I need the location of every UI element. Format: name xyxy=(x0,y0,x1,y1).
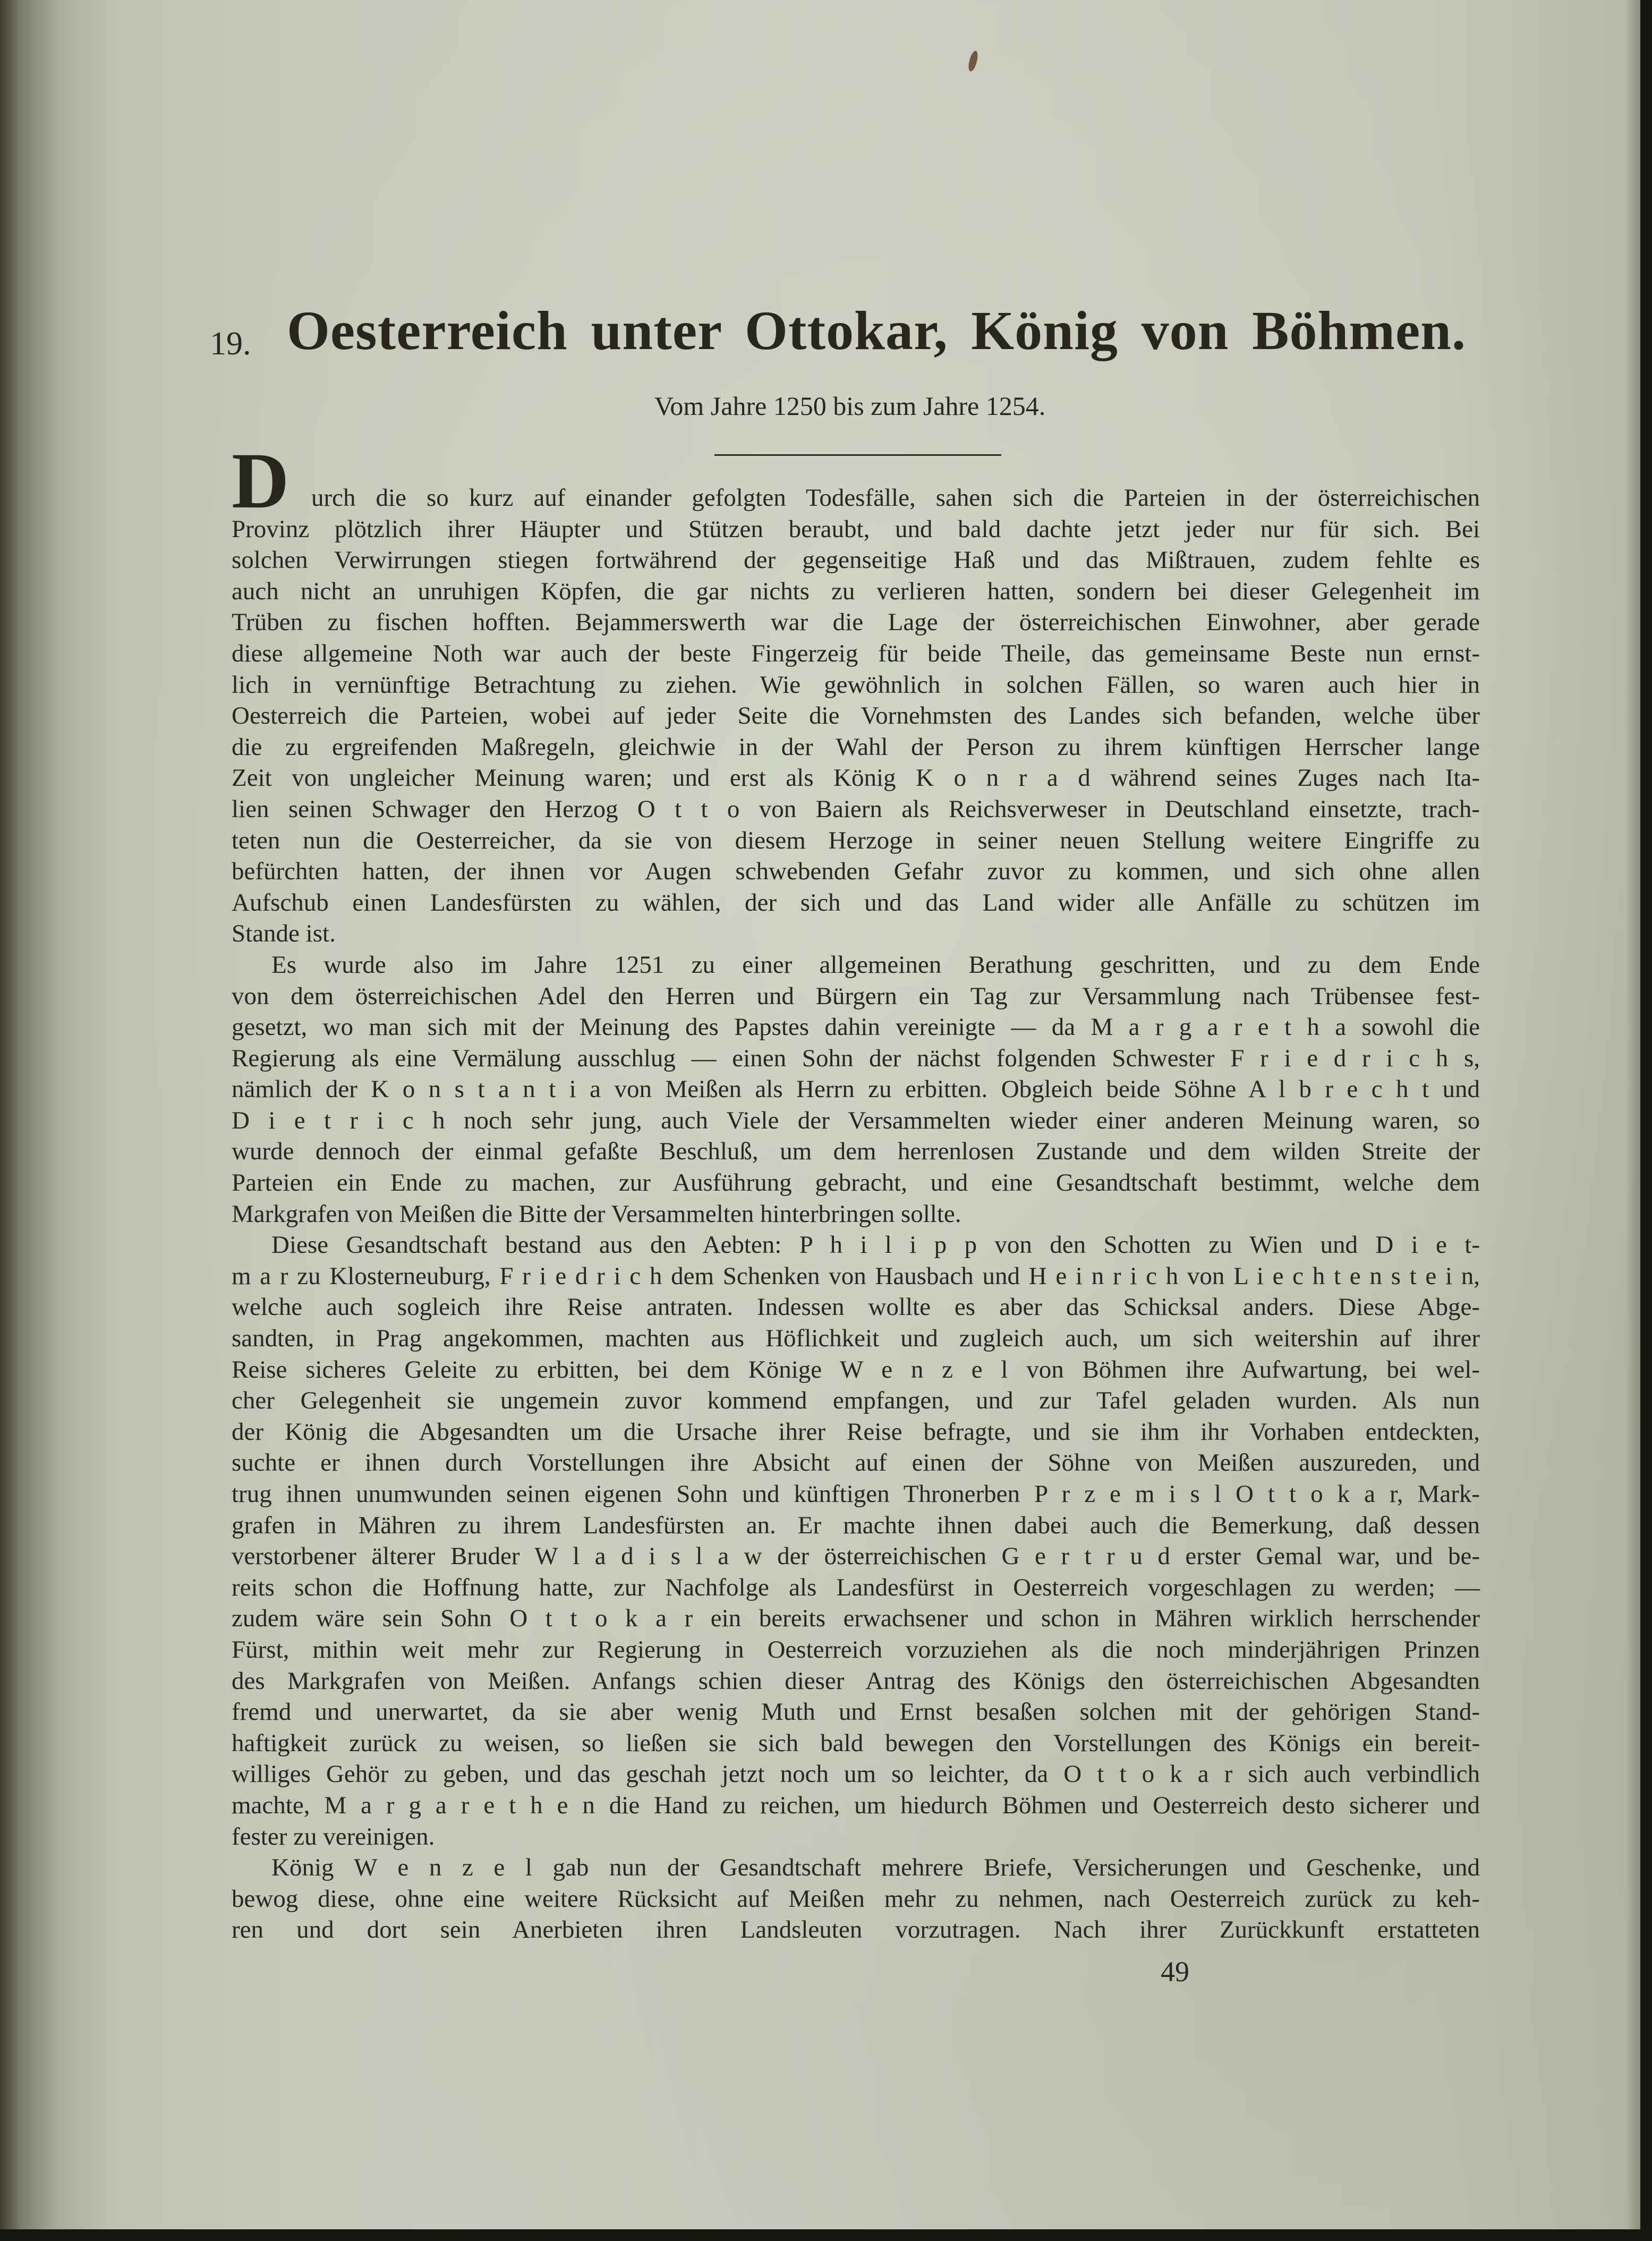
text-line: machte, M a r g a r e t h e n die Hand zu reichen, um hiedurch Böhmen und Oesterreich desto sicherer und xyxy=(232,1791,1480,1819)
text-line: von dem österreichischen Adel den Herren und Bürgern ein Tag zur Versammlung nach Trübensee fest- xyxy=(232,982,1480,1010)
text-line: Es wurde also im Jahre 1251 zu einer allgemeinen Berathung geschritten, und zu dem Ende xyxy=(271,950,1480,979)
text-line: des Markgrafen von Meißen. Anfangs schien dieser Antrag des Königs den österreichischen Abgesandten xyxy=(232,1667,1480,1695)
text-line: Aufschub einen Landesfürsten zu wählen, der sich und das Land wider alle Anfälle zu schützen im xyxy=(232,888,1480,916)
text-line: König W e n z e l gab nun der Gesandtschaft mehrere Briefe, Versicherungen und Geschenke, und xyxy=(271,1854,1480,1882)
text-line: befürchten hatten, der ihnen vor Augen schwebenden Gefahr zuvor zu kommen, und sich ohne allen xyxy=(232,858,1480,886)
text-line: Provinz plötzlich ihrer Häupter und Stützen beraubt, und bald dachte jetzt jeder nur für sich. Bei xyxy=(232,515,1480,543)
text-line: grafen in Mähren zu ihrem Landesfürsten an. Er machte ihnen dabei auch die Bemerkung, daß dessen xyxy=(232,1511,1480,1539)
drop-cap: D xyxy=(232,437,289,525)
text-line: haftigkeit zurück zu weisen, so ließen sie sich bald bewegen den Vorstellungen des Königs ein bereit- xyxy=(232,1729,1480,1757)
chapter-title: Oesterreich unter Ottokar, König von Böhmen. xyxy=(287,300,1466,361)
text-line: cher Gelegenheit sie ungemein zuvor kommend empfangen, und zur Tafel geladen wurden. Als nun xyxy=(232,1387,1480,1415)
text-line: reits schon die Hoffnung hatte, zur Nachfolge als Landesfürst in Oesterreich vorgeschlagen zu werden; — xyxy=(232,1573,1480,1601)
text-line: solchen Verwirrungen stiegen fortwährend der gegenseitige Haß und das Mißtrauen, zudem fehlte es xyxy=(232,546,1480,574)
text-line: urch die so kurz auf einander gefolgten Todesfälle, sahen sich die Parteien in der österreichischen xyxy=(311,484,1480,512)
paragraph xyxy=(232,1852,1480,1946)
text-line: lien seinen Schwager den Herzog O t t o von Baiern als Reichsverweser in Deutschland einsetzte, trach- xyxy=(232,795,1480,823)
text-line: fremd und unerwartet, da sie aber wenig Muth und Ernst besaßen solchen mit der gehörigen Stand- xyxy=(232,1698,1480,1726)
text-line: gesetzt, wo man sich mit der Meinung des Papstes dahin vereinigte — da M a r g a r e t h a sowohl die xyxy=(232,1013,1480,1041)
paragraph xyxy=(232,949,1480,1229)
text-line: m a r zu Klosterneuburg, F r i e d r i c h dem Schenken von Hausbach und H e i n r i c h von L i e c h t e n s t e i n, xyxy=(232,1262,1480,1290)
body-text xyxy=(232,482,1480,1946)
text-line: diese allgemeine Noth war auch der beste Fingerzeig für beide Theile, das gemeinsame Beste nun ernst- xyxy=(232,639,1480,667)
title-divider xyxy=(714,454,1001,456)
page-number: 49 xyxy=(1161,1956,1189,1988)
text-line: Parteien ein Ende zu machen, zur Ausführung gebracht, und eine Gesandtschaft bestimmt, welche dem xyxy=(232,1169,1480,1197)
text-line: Oesterreich die Parteien, wobei auf jeder Seite die Vornehmsten des Landes sich befanden, welche über xyxy=(232,702,1480,730)
text-line: auch nicht an unruhigen Köpfen, die gar nichts zu verlieren hatten, sondern bei dieser Gelegenheit im xyxy=(232,577,1480,605)
text-line: Trüben zu fischen hofften. Bejammerswerth war die Lage der österreichischen Einwohner, aber gerade xyxy=(232,608,1480,636)
text-line: Reise sicheres Geleite zu erbitten, bei dem Könige W e n z e l von Böhmen ihre Aufwartung, bei wel- xyxy=(232,1355,1480,1383)
text-line: zudem wäre sein Sohn O t t o k a r ein bereits erwachsener und schon in Mähren wirklich herrschender xyxy=(232,1605,1480,1633)
chapter-number: 19. xyxy=(210,326,251,362)
text-line: wurde dennoch der einmal gefaßte Beschluß, um dem herrenlosen Zustande und dem wilden Streite der xyxy=(232,1138,1480,1166)
text-line: sandten, in Prag angekommen, machten aus Höflichkeit und zugleich auch, um sich weitershin auf ihrer xyxy=(232,1325,1480,1353)
paragraph xyxy=(232,482,1480,949)
ink-blot xyxy=(967,50,980,72)
text-line: Regierung als eine Vermälung ausschlug — einen Sohn der nächst folgenden Schwester F r i e d r i c h s, xyxy=(232,1044,1480,1072)
text-line: suchte er ihnen durch Vorstellungen ihre Absicht auf einen der Söhne von Meißen auszureden, und xyxy=(232,1449,1480,1477)
text-line: Fürst, mithin weit mehr zur Regierung in Oesterreich vorzuziehen als die noch minderjährigen Prinzen xyxy=(232,1635,1480,1663)
text-line: ren und dort sein Anerbieten ihren Landsleuten vorzutragen. Nach ihrer Zurückkunft erstatteten xyxy=(232,1916,1480,1944)
chapter-subtitle: Vom Jahre 1250 bis zum Jahre 1254. xyxy=(654,391,1046,421)
text-line: Stande ist. xyxy=(232,920,336,948)
text-line: welche auch sogleich ihre Reise antraten. Indessen wollte es aber das Schicksal anders. Diese Abge- xyxy=(232,1293,1480,1321)
text-line: trug ihnen unumwunden seinen eigenen Sohn und künftigen Thronerben P r z e m i s l O t t o k a r, Mark- xyxy=(232,1480,1480,1508)
text-line: Markgrafen von Meißen die Bitte der Versammelten hinterbringen sollte. xyxy=(232,1200,961,1228)
text-line: Zeit von ungleicher Meinung waren; und erst als König K o n r a d während seines Zuges nach Ita- xyxy=(232,764,1480,792)
text-line: D i e t r i c h noch sehr jung, auch Viele der Versammelten wieder einer anderen Meinung waren, so xyxy=(232,1106,1480,1134)
text-line: williges Gehör zu geben, und das geschah jetzt noch um so leichter, da O t t o k a r sich auch verbindlich xyxy=(232,1760,1480,1788)
text-line: der König die Abgesandten um die Ursache ihrer Reise befragte, und sie ihm ihr Vorhaben entdeckten, xyxy=(232,1417,1480,1446)
text-line: die zu ergreifenden Maßregeln, gleichwie in der Wahl der Person zu ihrem künftigen Herrscher lange xyxy=(232,733,1480,761)
text-line: nämlich der K o n s t a n t i a von Meißen als Herrn zu erbitten. Obgleich beide Söhne A l b r e c h t und xyxy=(232,1075,1480,1103)
text-line: fester zu vereinigen. xyxy=(232,1822,435,1850)
text-line: bewog diese, ohne eine weitere Rücksicht auf Meißen mehr zu nehmen, nach Oesterreich zurück zu keh- xyxy=(232,1885,1480,1913)
text-line: teten nun die Oesterreicher, da sie von diesem Herzoge in seiner neuen Stellung weitere Eingriffe zu xyxy=(232,826,1480,854)
text-line: verstorbener älterer Bruder W l a d i s l a w der österreichischen G e r t r u d erster Gemal war, und be- xyxy=(232,1542,1480,1571)
text-line: lich in vernünftige Betrachtung zu ziehen. Wie gewöhnlich in solchen Fällen, so waren auch hier in xyxy=(232,670,1480,699)
paragraph xyxy=(232,1229,1480,1852)
text-line: Diese Gesandtschaft bestand aus den Aebten: P h i l i p p von den Schotten zu Wien und D i e t- xyxy=(271,1231,1480,1259)
